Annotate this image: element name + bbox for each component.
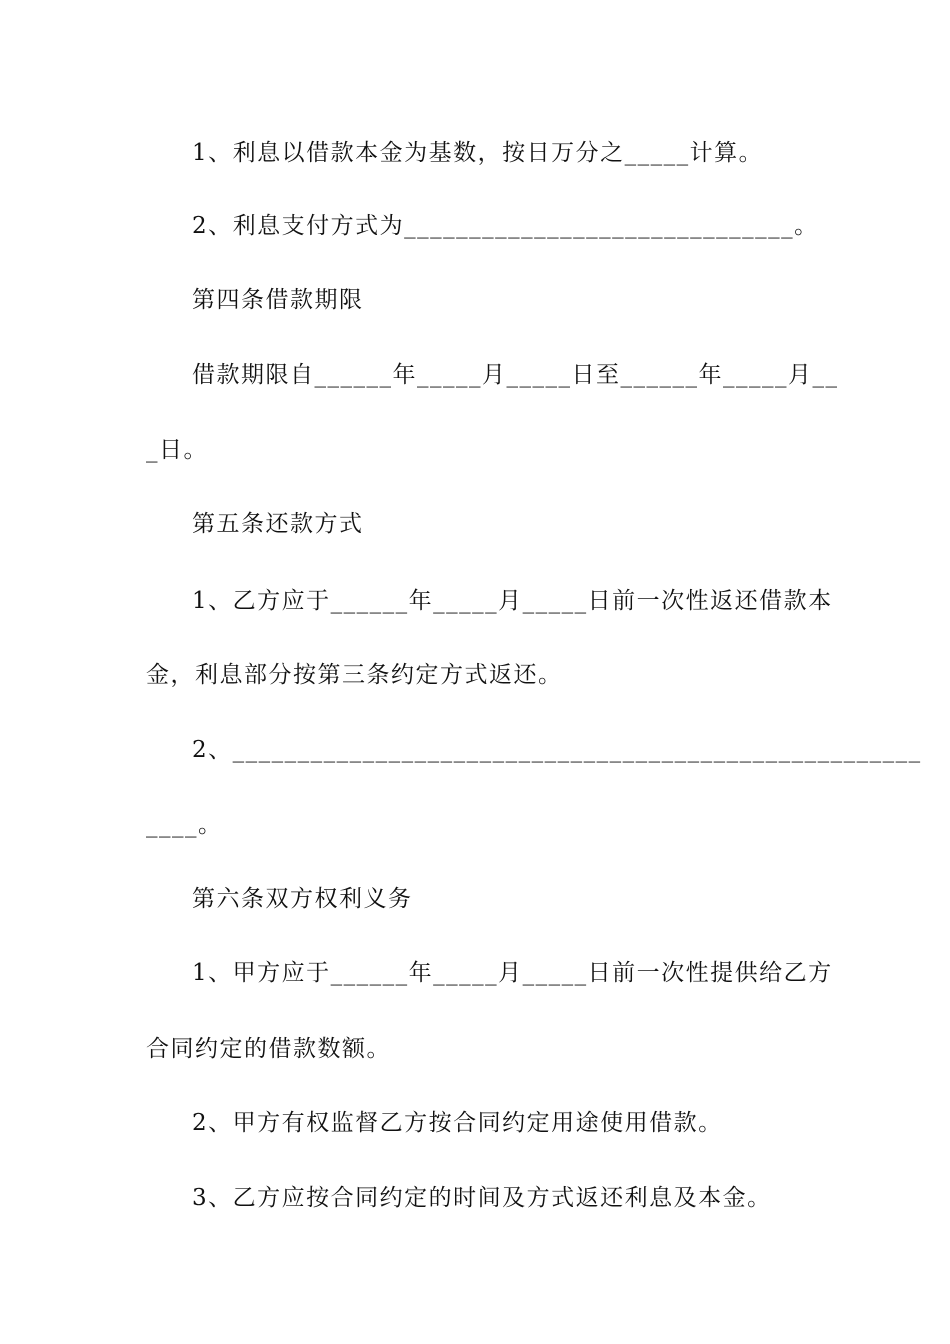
interest-payment-line: 2、利息支付方式为______________________________。 bbox=[192, 213, 819, 239]
interest-basis-line: 1、利息以借款本金为基数，按日万分之_____计算。 bbox=[192, 140, 764, 166]
article-6-heading: 第六条双方权利义务 bbox=[192, 886, 413, 912]
article-4-heading: 第四条借款期限 bbox=[192, 287, 364, 313]
article-5-heading: 第五条还款方式 bbox=[192, 511, 364, 537]
repayment-item-2: 2、_____________________________________________________ bbox=[192, 737, 922, 763]
rights-item-3: 3、乙方应按合同约定的时间及方式返还利息及本金。 bbox=[192, 1185, 772, 1211]
repayment-item-2-continued: ____。 bbox=[146, 812, 223, 838]
repayment-item-1-continued: 金，利息部分按第三条约定方式返还。 bbox=[146, 662, 563, 688]
loan-term-line-continued: _日。 bbox=[146, 437, 208, 463]
rights-item-2: 2、甲方有权监督乙方按合同约定用途使用借款。 bbox=[192, 1110, 723, 1136]
rights-item-1-continued: 合同约定的借款数额。 bbox=[146, 1036, 391, 1062]
rights-item-1: 1、甲方应于______年_____月_____日前一次性提供给乙方 bbox=[192, 960, 833, 986]
loan-term-line: 借款期限自______年_____月_____日至______年_____月__ bbox=[192, 362, 839, 388]
repayment-item-1: 1、乙方应于______年_____月_____日前一次性返还借款本 bbox=[192, 588, 833, 614]
